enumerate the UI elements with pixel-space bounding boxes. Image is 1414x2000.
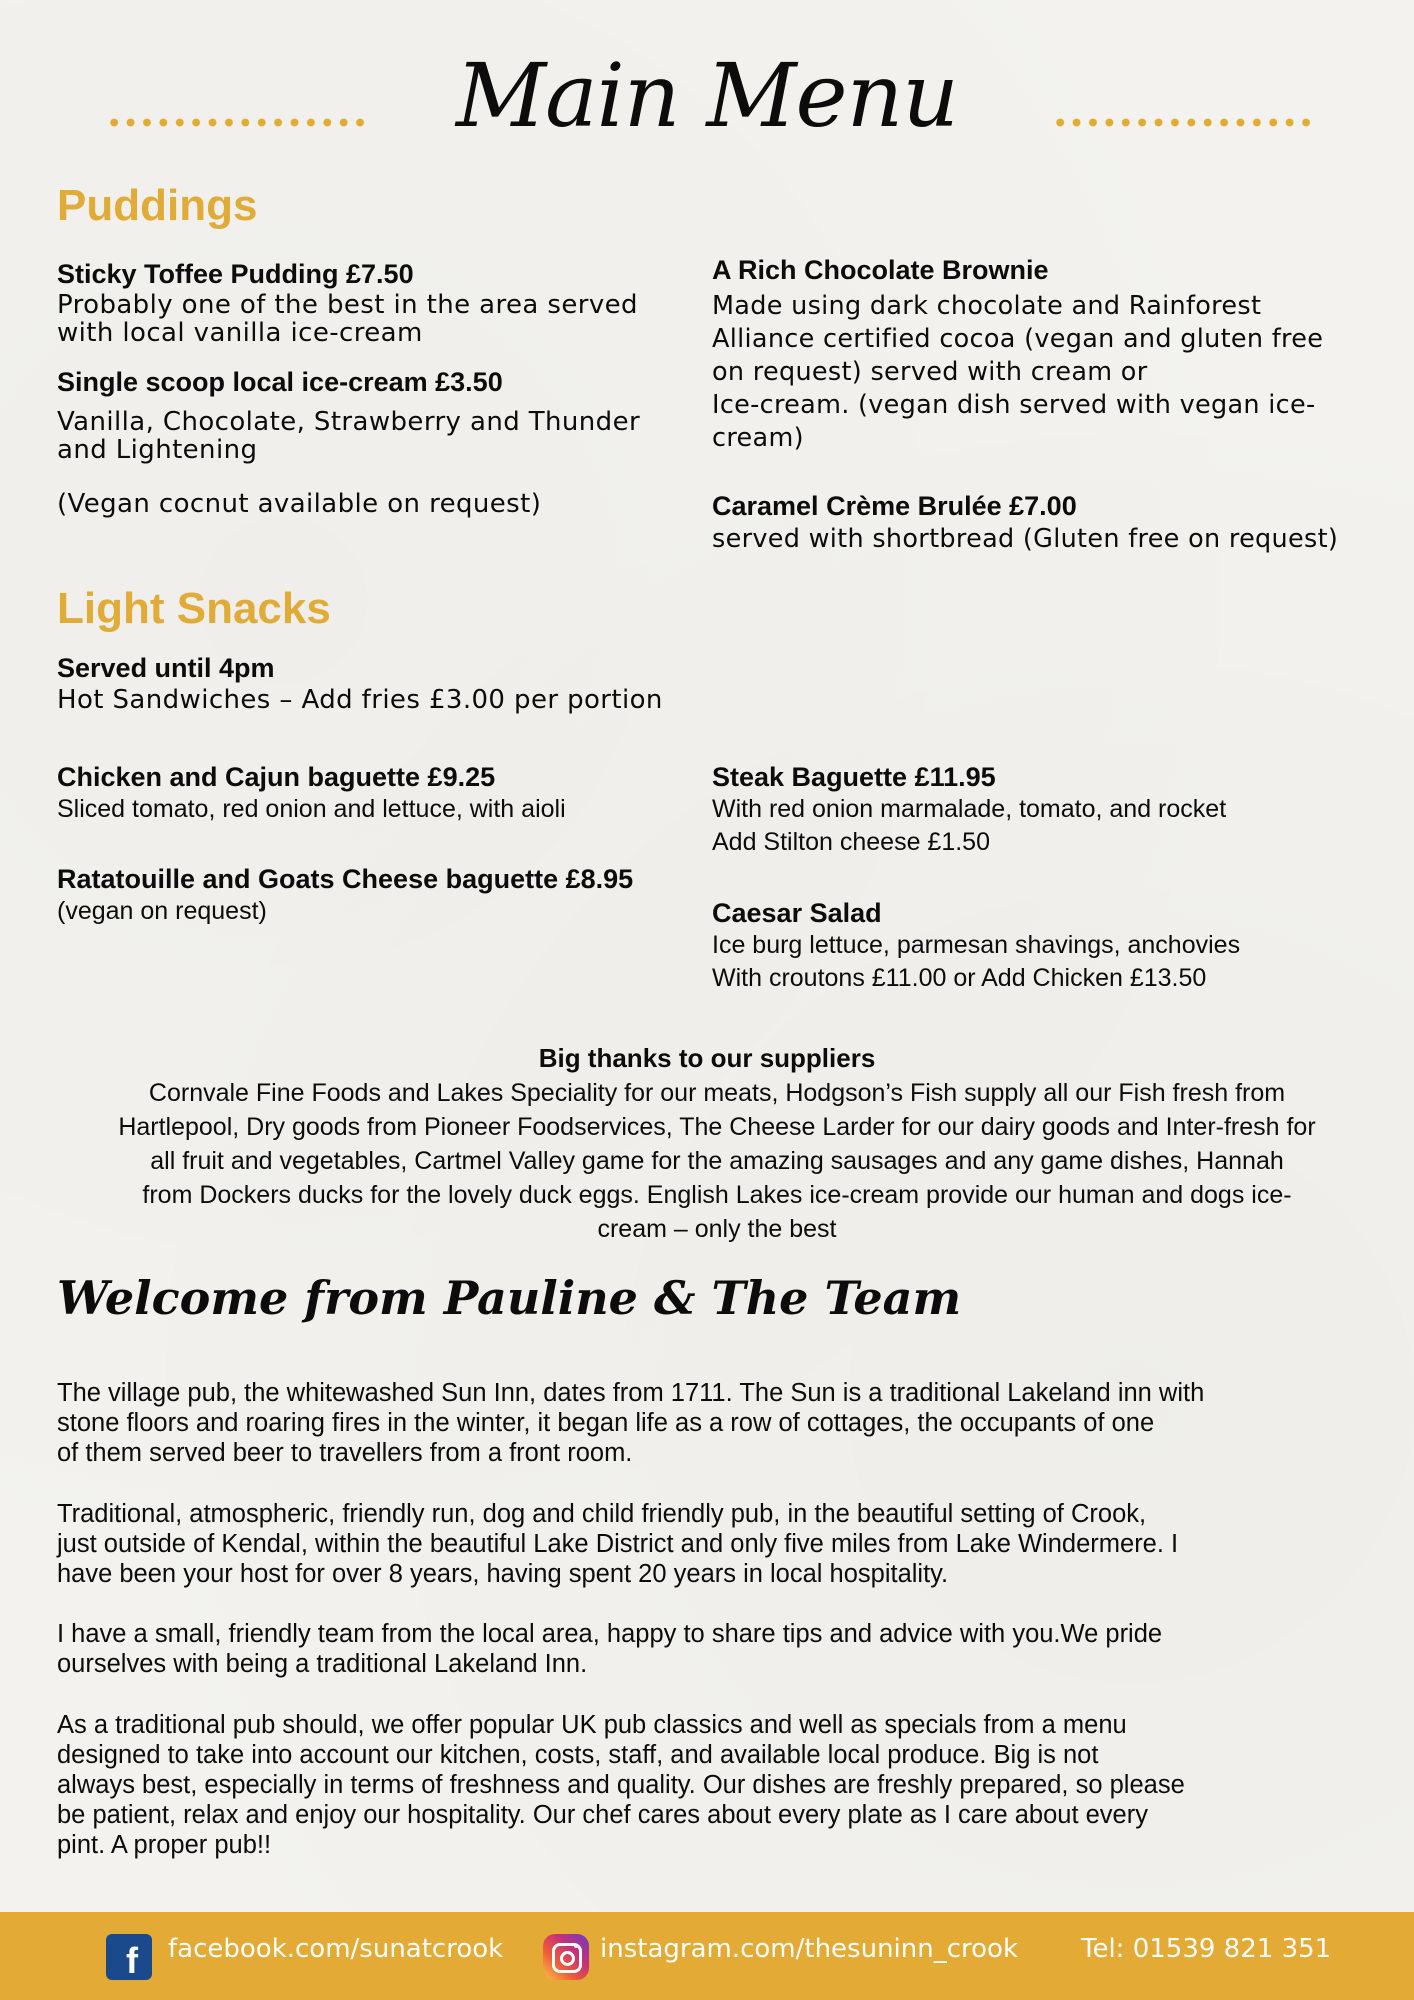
item-title: A Rich Chocolate Brownie — [712, 255, 1049, 285]
item-note: (Vegan cocnut available on request) — [57, 488, 542, 519]
served-until-label: Served until 4pm — [57, 653, 275, 683]
paragraph-line: pint. A proper pub!! — [57, 1831, 272, 1859]
item-description-line: served with shortbread (Gluten free on request) — [712, 523, 1339, 554]
light-snacks-intro — [57, 654, 857, 714]
item-description-line: Probably one of the best in the area served — [57, 289, 638, 320]
item-title: Chicken and Cajun baguette £9.25 — [57, 762, 496, 792]
item-description-line: and Lightening — [57, 434, 258, 465]
item-description-line: Add Stilton cheese £1.50 — [712, 827, 990, 856]
item-title: Caesar Salad — [712, 898, 882, 928]
item-title: Single scoop local ice-cream £3.50 — [57, 367, 503, 397]
suppliers-line: all fruit and vegetables, Cartmel Valley game for the amazing sausages and any game dishes, Hannah — [150, 1147, 1284, 1175]
caesar-salad-item — [712, 899, 1392, 995]
paragraph-line: ourselves with being a traditional Lakeland Inn. — [57, 1650, 588, 1678]
item-title: Caramel Crème Brulée £7.00 — [712, 491, 1077, 521]
cajun-baguette-item — [57, 763, 697, 826]
hot-sandwiches-note: Hot Sandwiches – Add fries £3.00 per portion — [57, 684, 663, 715]
facebook-link[interactable]: facebook.com/sunatcrook — [168, 1934, 504, 1964]
suppliers-title: Big thanks to our suppliers — [538, 1043, 876, 1073]
suppliers-line: Cornvale Fine Foods and Lakes Speciality for our meats, Hodgson’s Fish supply all our Fish fresh from — [148, 1079, 1286, 1107]
instagram-icon[interactable] — [543, 1934, 589, 1980]
welcome-paragraph-3 — [57, 1619, 1377, 1679]
item-description-line: Ice-cream. (vegan dish served with vegan ice- — [712, 389, 1316, 420]
telephone-number: Tel: 01539 821 351 — [1081, 1934, 1332, 1964]
paragraph-line: The village pub, the whitewashed Sun Inn, dates from 1711. The Sun is a traditional Lakeland inn with — [57, 1379, 1205, 1407]
paragraph-line: always best, especially in terms of freshness and quality. Our dishes are freshly prepared, so please — [57, 1771, 1185, 1799]
instagram-link[interactable]: instagram.com/thesuninn_crook — [600, 1934, 1019, 1964]
paragraph-line: be patient, relax and enjoy our hospitality. Our chef cares about every plate as I care about every — [57, 1801, 1148, 1829]
item-title: Ratatouille and Goats Cheese baguette £8.95 — [57, 864, 634, 894]
suppliers-line: Hartlepool, Dry goods from Pioneer Foodservices, The Cheese Larder for our dairy goods and Inter-fresh for — [118, 1113, 1316, 1141]
item-description-line: with local vanilla ice-cream — [57, 317, 423, 348]
paragraph-line: As a traditional pub should, we offer popular UK pub classics and well as specials from a menu — [57, 1711, 1127, 1739]
steak-baguette-item — [712, 763, 1392, 859]
item-description-line: With croutons £11.00 or Add Chicken £13.50 — [712, 963, 1207, 992]
item-description-line: (vegan on request) — [57, 896, 267, 925]
item-description-line: cream) — [712, 422, 804, 453]
item-description-line: Made using dark chocolate and Rainforest — [712, 290, 1262, 321]
facebook-glyph: f — [126, 1940, 138, 1980]
paragraph-line: designed to take into account our kitchen, costs, staff, and available local produce. Big is not — [57, 1741, 1099, 1769]
item-title: Steak Baguette £11.95 — [712, 762, 996, 792]
item-description-line: Ice burg lettuce, parmesan shavings, anchovies — [712, 930, 1241, 959]
suppliers-line: cream – only the best — [597, 1215, 837, 1243]
ratatouille-baguette-item — [57, 865, 697, 928]
light-snacks-heading: Light Snacks — [57, 584, 331, 633]
sticky-toffee-item — [57, 260, 697, 347]
footer-bar — [0, 1912, 1414, 2000]
item-title: Sticky Toffee Pudding £7.50 — [57, 259, 414, 289]
item-description-line: Sliced tomato, red onion and lettuce, with aioli — [57, 794, 566, 823]
paragraph-line: of them served beer to travellers from a front room. — [57, 1439, 633, 1467]
facebook-icon[interactable] — [106, 1934, 152, 1980]
puddings-heading: Puddings — [57, 181, 258, 230]
dotted-ornament-right — [1052, 118, 1314, 127]
suppliers-line: from Dockers ducks for the lovely duck eggs. English Lakes ice-cream provide our human and dogs ice- — [142, 1181, 1292, 1209]
welcome-heading: Welcome from Pauline & The Team — [57, 1271, 962, 1325]
paragraph-line: stone floors and roaring fires in the winter, it began life as a row of cottages, the occupants of one — [57, 1409, 1155, 1437]
ice-cream-item — [57, 368, 697, 518]
suppliers-text — [57, 1076, 1377, 1246]
welcome-paragraph-1 — [57, 1378, 1377, 1468]
paragraph-line: have been your host for over 8 years, having spent 20 years in local hospitality. — [57, 1560, 949, 1588]
welcome-paragraph-2 — [57, 1499, 1377, 1589]
item-description-line: Vanilla, Chocolate, Strawberry and Thunder — [57, 406, 641, 437]
page-title: Main Menu — [456, 44, 958, 147]
item-description — [712, 290, 1392, 455]
brownie-item — [712, 256, 1392, 455]
paragraph-line: Traditional, atmospheric, friendly run, dog and child friendly pub, in the beautiful setting of Crook, — [57, 1500, 1147, 1528]
paragraph-line: just outside of Kendal, within the beautiful Lake District and only five miles from Lake Windermere. I — [57, 1530, 1179, 1558]
item-description-line: Alliance certified cocoa (vegan and gluten free — [712, 323, 1324, 354]
creme-brulee-item — [712, 492, 1392, 556]
paragraph-line: I have a small, friendly team from the local area, happy to share tips and advice with you.We pride — [57, 1620, 1163, 1648]
welcome-paragraph-4 — [57, 1710, 1377, 1860]
item-description-line: With red onion marmalade, tomato, and rocket — [712, 794, 1227, 823]
item-description-line: on request) served with cream or — [712, 356, 1148, 387]
